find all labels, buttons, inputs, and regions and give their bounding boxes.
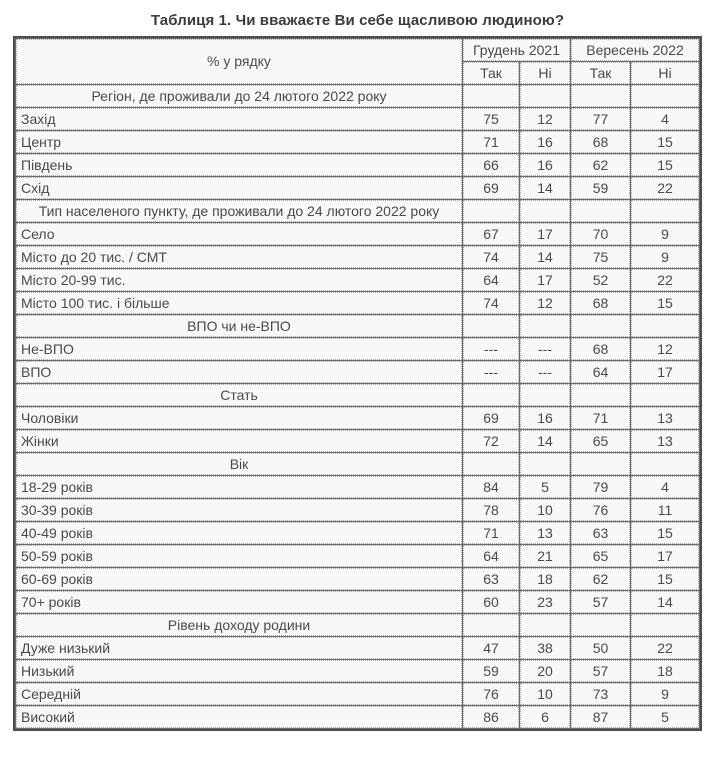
value-cell: 9 [631, 683, 699, 705]
column-group-label: Грудень 2021 [463, 39, 570, 61]
empty-cell [520, 85, 570, 107]
table-row [16, 269, 699, 291]
value-cell: 60 [463, 591, 519, 613]
empty-cell [631, 384, 699, 406]
value-cell: 72 [463, 430, 519, 452]
empty-cell [631, 614, 699, 636]
value-cell: --- [520, 361, 570, 383]
value-cell: 65 [571, 545, 630, 567]
table-row [16, 131, 699, 153]
value-cell: 13 [631, 430, 699, 452]
value-cell: 12 [520, 108, 570, 130]
value-cell: 71 [463, 522, 519, 544]
value-cell: 20 [520, 660, 570, 682]
table-body [16, 85, 699, 728]
value-cell: 14 [631, 591, 699, 613]
empty-cell [571, 453, 630, 475]
value-cell: 59 [463, 660, 519, 682]
column-subheader: Так [571, 62, 630, 84]
value-cell: 74 [463, 246, 519, 268]
value-cell: 15 [631, 154, 699, 176]
table-row [16, 476, 699, 498]
empty-cell [520, 315, 570, 337]
row-label: Місто 20-99 тис. [16, 269, 462, 291]
value-cell: 52 [571, 269, 630, 291]
value-cell: 71 [571, 407, 630, 429]
value-cell: 69 [463, 407, 519, 429]
empty-cell [520, 453, 570, 475]
value-cell: 74 [463, 292, 519, 314]
value-cell: 63 [463, 568, 519, 590]
value-cell: 68 [571, 131, 630, 153]
empty-cell [571, 85, 630, 107]
value-cell: --- [463, 338, 519, 360]
column-group-label: Вересень 2022 [571, 39, 699, 61]
value-cell: 22 [631, 177, 699, 199]
row-label: Місто до 20 тис. / СМТ [16, 246, 462, 268]
row-label: 70+ років [16, 591, 462, 613]
column-subheader: Так [463, 62, 519, 84]
empty-cell [571, 200, 630, 222]
value-cell: 10 [520, 499, 570, 521]
row-label: Дуже низький [16, 637, 462, 659]
empty-cell [463, 614, 519, 636]
empty-cell [571, 614, 630, 636]
value-cell: 14 [520, 246, 570, 268]
section-header: Вік [16, 453, 462, 475]
value-cell: 84 [463, 476, 519, 498]
table-row [16, 108, 699, 130]
value-cell: 15 [631, 131, 699, 153]
row-label: 60-69 років [16, 568, 462, 590]
value-cell: 86 [463, 706, 519, 728]
row-label: 50-59 років [16, 545, 462, 567]
value-cell: --- [520, 338, 570, 360]
value-cell: 14 [520, 430, 570, 452]
section-header: Стать [16, 384, 462, 406]
value-cell: 16 [520, 154, 570, 176]
section-row [16, 200, 699, 222]
table-row [16, 430, 699, 452]
column-subheader: Ні [631, 62, 699, 84]
value-cell: 22 [631, 637, 699, 659]
empty-cell [463, 85, 519, 107]
table-row [16, 292, 699, 314]
row-label: Південь [16, 154, 462, 176]
row-label: Місто 100 тис. і більше [16, 292, 462, 314]
row-label: Не-ВПО [16, 338, 462, 360]
empty-cell [571, 315, 630, 337]
table-row [16, 246, 699, 268]
value-cell: 63 [571, 522, 630, 544]
row-label: Середній [16, 683, 462, 705]
table-row [16, 223, 699, 245]
value-cell: 12 [631, 338, 699, 360]
value-cell: 13 [631, 407, 699, 429]
value-cell: 15 [631, 292, 699, 314]
column-subheader: Ні [520, 62, 570, 84]
value-cell: 64 [571, 361, 630, 383]
row-percent-label: % у рядку [16, 39, 462, 84]
row-label: 18-29 років [16, 476, 462, 498]
table-row [16, 522, 699, 544]
value-cell: 6 [520, 706, 570, 728]
row-label: Низький [16, 660, 462, 682]
row-label: ВПО [16, 361, 462, 383]
section-row [16, 453, 699, 475]
value-cell: 57 [571, 660, 630, 682]
header-row-waves [16, 39, 699, 61]
table-row [16, 407, 699, 429]
value-cell: 71 [463, 131, 519, 153]
table-row [16, 683, 699, 705]
value-cell: 75 [463, 108, 519, 130]
value-cell: 64 [463, 545, 519, 567]
value-cell: 16 [520, 131, 570, 153]
table-row [16, 591, 699, 613]
value-cell: 16 [520, 407, 570, 429]
value-cell: 9 [631, 223, 699, 245]
empty-cell [631, 315, 699, 337]
empty-cell [631, 85, 699, 107]
value-cell: 76 [463, 683, 519, 705]
table-row [16, 545, 699, 567]
empty-cell [520, 384, 570, 406]
row-label: Високий [16, 706, 462, 728]
section-header: Рівень доходу родини [16, 614, 462, 636]
section-row [16, 85, 699, 107]
value-cell: 17 [520, 269, 570, 291]
table-row [16, 660, 699, 682]
value-cell: 62 [571, 568, 630, 590]
section-header: Тип населеного пункту, де проживали до 24 лютого 2022 року [16, 200, 462, 222]
value-cell: 12 [520, 292, 570, 314]
table-row [16, 154, 699, 176]
empty-cell [520, 614, 570, 636]
value-cell: 23 [520, 591, 570, 613]
section-header: Регіон, де проживали до 24 лютого 2022 року [16, 85, 462, 107]
value-cell: 38 [520, 637, 570, 659]
value-cell: 76 [571, 499, 630, 521]
value-cell: 68 [571, 338, 630, 360]
value-cell: 5 [631, 706, 699, 728]
value-cell: 22 [631, 269, 699, 291]
value-cell: 11 [631, 499, 699, 521]
value-cell: 70 [571, 223, 630, 245]
value-cell: 15 [631, 522, 699, 544]
empty-cell [463, 200, 519, 222]
value-cell: 18 [631, 660, 699, 682]
value-cell: 87 [571, 706, 630, 728]
value-cell: 62 [571, 154, 630, 176]
table-row [16, 361, 699, 383]
empty-cell [631, 453, 699, 475]
value-cell: 64 [463, 269, 519, 291]
table-row [16, 338, 699, 360]
value-cell: 4 [631, 108, 699, 130]
row-label: Жінки [16, 430, 462, 452]
value-cell: 77 [571, 108, 630, 130]
row-label: Чоловіки [16, 407, 462, 429]
section-row [16, 384, 699, 406]
section-row [16, 614, 699, 636]
value-cell: 65 [571, 430, 630, 452]
value-cell: 10 [520, 683, 570, 705]
value-cell: 69 [463, 177, 519, 199]
value-cell: 15 [631, 568, 699, 590]
survey-table [13, 36, 702, 731]
value-cell: 75 [571, 246, 630, 268]
table-row [16, 637, 699, 659]
value-cell: 57 [571, 591, 630, 613]
value-cell: 21 [520, 545, 570, 567]
value-cell: 79 [571, 476, 630, 498]
value-cell: 18 [520, 568, 570, 590]
row-label: Центр [16, 131, 462, 153]
table-title: Таблиця 1. Чи вважаєте Ви себе щасливою людиною? [150, 12, 565, 29]
row-label: Схід [16, 177, 462, 199]
section-header: ВПО чи не-ВПО [16, 315, 462, 337]
section-row [16, 315, 699, 337]
value-cell: 47 [463, 637, 519, 659]
empty-cell [631, 200, 699, 222]
value-cell: 5 [520, 476, 570, 498]
value-cell: 14 [520, 177, 570, 199]
value-cell: 78 [463, 499, 519, 521]
value-cell: 67 [463, 223, 519, 245]
row-label: Село [16, 223, 462, 245]
value-cell: 9 [631, 246, 699, 268]
value-cell: 4 [631, 476, 699, 498]
empty-cell [463, 384, 519, 406]
table-head [16, 39, 699, 84]
table-row [16, 706, 699, 728]
empty-cell [571, 384, 630, 406]
row-label: 30-39 років [16, 499, 462, 521]
table-row [16, 499, 699, 521]
table-row [16, 177, 699, 199]
empty-cell [463, 453, 519, 475]
value-cell: 50 [571, 637, 630, 659]
empty-cell [520, 200, 570, 222]
value-cell: 73 [571, 683, 630, 705]
value-cell: 66 [463, 154, 519, 176]
value-cell: 13 [520, 522, 570, 544]
value-cell: 68 [571, 292, 630, 314]
table-row [16, 568, 699, 590]
value-cell: 59 [571, 177, 630, 199]
row-label: 40-49 років [16, 522, 462, 544]
empty-cell [463, 315, 519, 337]
row-label: Захід [16, 108, 462, 130]
value-cell: 17 [631, 361, 699, 383]
value-cell: --- [463, 361, 519, 383]
value-cell: 17 [631, 545, 699, 567]
value-cell: 17 [520, 223, 570, 245]
